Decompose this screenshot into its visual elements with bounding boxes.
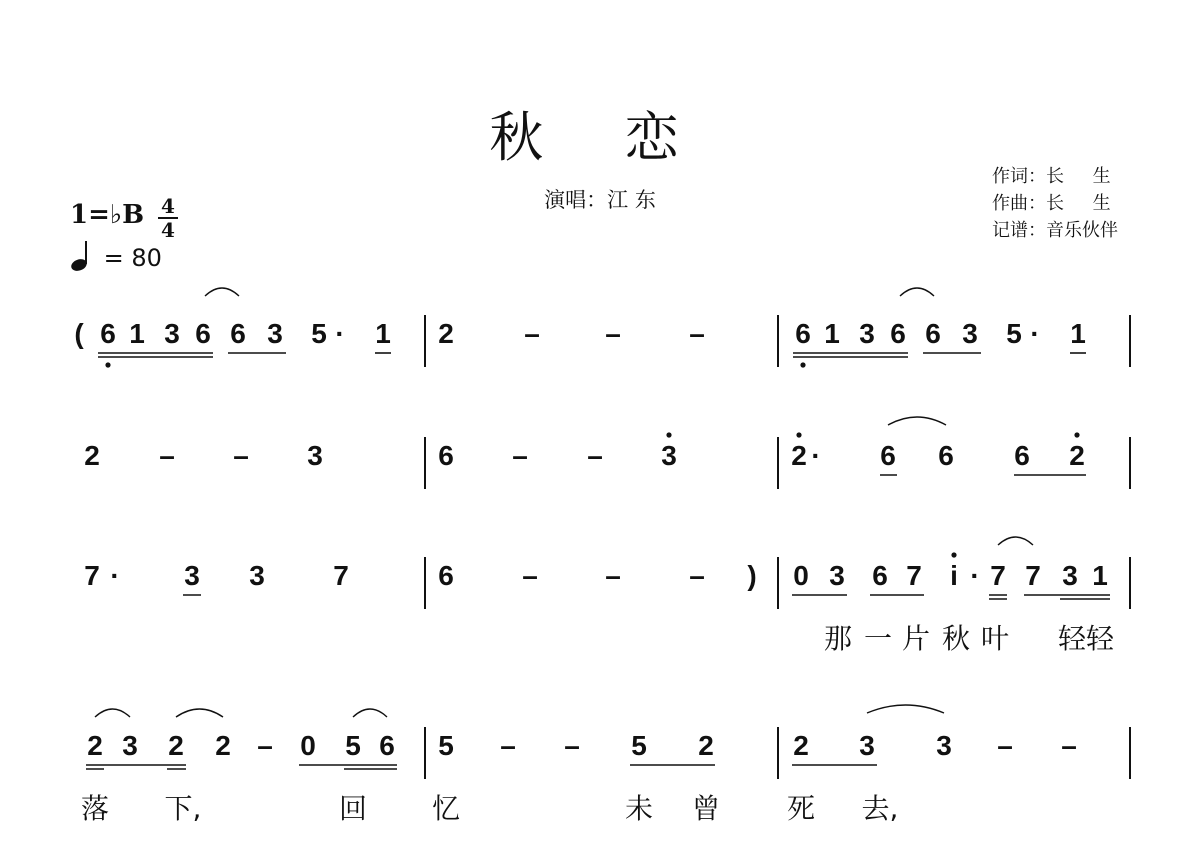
note: 3 xyxy=(184,560,200,591)
note: 3 xyxy=(962,318,978,349)
note: 3 xyxy=(661,440,677,471)
lyric-syllable: 那 xyxy=(823,622,853,655)
lyric-syllable: 叶 xyxy=(980,622,1010,655)
note: – xyxy=(522,560,538,591)
note: · xyxy=(335,318,345,349)
octave-dot-above xyxy=(951,552,956,557)
note: 3 xyxy=(1062,560,1078,591)
note: 6 xyxy=(938,440,954,471)
note: 6 xyxy=(872,560,888,591)
note: 7 xyxy=(84,560,100,591)
composer-credit: 作曲：长 生 xyxy=(992,193,1111,214)
note: 3 xyxy=(859,730,875,761)
lyric-syllable: 落 xyxy=(80,792,110,825)
note: 3 xyxy=(249,560,265,591)
note: 7 xyxy=(333,560,349,591)
note: 3 xyxy=(122,730,138,761)
note: i xyxy=(950,560,958,591)
note: 6 xyxy=(195,318,211,349)
lyric-syllable: 一 xyxy=(863,622,893,655)
note: 3 xyxy=(164,318,180,349)
note: 1 xyxy=(375,318,391,349)
time-signature-top: 4 xyxy=(161,194,175,218)
lyric-syllable: 秋 xyxy=(941,622,971,655)
note: 5 xyxy=(345,730,361,761)
note: – xyxy=(587,440,603,471)
lyric-syllable: 片 xyxy=(901,622,931,655)
tempo-value: = 80 xyxy=(103,244,162,272)
note: 6 xyxy=(438,440,454,471)
note: 6 xyxy=(795,318,811,349)
note: 5 xyxy=(1006,318,1022,349)
octave-dot-above xyxy=(1074,432,1079,437)
note: 7 xyxy=(990,560,1006,591)
lyric-syllable: 未 xyxy=(624,792,654,825)
note: 1 xyxy=(824,318,840,349)
note: 6 xyxy=(890,318,906,349)
note: – xyxy=(564,730,580,761)
octave-dot-below xyxy=(800,362,805,367)
slur-arc xyxy=(176,709,223,717)
lyric-syllable: 去, xyxy=(861,792,899,825)
slur-arc xyxy=(353,709,387,717)
note: – xyxy=(233,440,249,471)
lyric-syllable: 回 xyxy=(338,792,368,825)
song-title: 秋 恋 xyxy=(489,106,711,169)
note: – xyxy=(512,440,528,471)
note: 3 xyxy=(936,730,952,761)
open-parenthesis: ( xyxy=(74,318,84,349)
slur-arc xyxy=(888,417,946,425)
octave-dot-above xyxy=(666,432,671,437)
note: – xyxy=(689,318,705,349)
slur-arc xyxy=(95,709,130,717)
note: 0 xyxy=(793,560,809,591)
note: 2 xyxy=(698,730,714,761)
note: 3 xyxy=(307,440,323,471)
note: 2 xyxy=(84,440,100,471)
note: 7 xyxy=(1025,560,1041,591)
note: 7 xyxy=(906,560,922,591)
lyric-syllable: 忆 xyxy=(431,792,461,825)
note: – xyxy=(997,730,1013,761)
note: 3 xyxy=(859,318,875,349)
note: 2 xyxy=(791,440,807,471)
close-parenthesis: ) xyxy=(747,560,757,591)
slur-arc xyxy=(205,288,239,296)
note: 6 xyxy=(1014,440,1030,471)
note: 5 xyxy=(311,318,327,349)
note: – xyxy=(1061,730,1077,761)
note: 6 xyxy=(438,560,454,591)
note: 2 xyxy=(87,730,103,761)
note: – xyxy=(605,560,621,591)
note: · xyxy=(110,560,120,591)
note: 3 xyxy=(267,318,283,349)
note: 5 xyxy=(631,730,647,761)
note: 6 xyxy=(379,730,395,761)
lyric-syllable: 轻轻 xyxy=(1057,622,1115,655)
note: 6 xyxy=(925,318,941,349)
note: 1 xyxy=(1070,318,1086,349)
lyric-syllable: 曾 xyxy=(691,792,721,825)
note: 2 xyxy=(1069,440,1085,471)
note: 5 xyxy=(438,730,454,761)
lyric-syllable: 死 xyxy=(786,792,816,825)
note: 1 xyxy=(1092,560,1108,591)
octave-dot-below xyxy=(105,362,110,367)
note: – xyxy=(257,730,273,761)
slur-arc xyxy=(900,288,934,296)
transcriber-credit: 记谱：音乐伙伴 xyxy=(992,220,1118,241)
note: – xyxy=(500,730,516,761)
note: · xyxy=(811,440,821,471)
note: 6 xyxy=(230,318,246,349)
time-signature-bottom: 4 xyxy=(161,218,175,242)
note: 1 xyxy=(129,318,145,349)
octave-dot-above xyxy=(796,432,801,437)
note: 6 xyxy=(880,440,896,471)
note: · xyxy=(1030,318,1040,349)
note: 0 xyxy=(300,730,316,761)
note: 2 xyxy=(168,730,184,761)
singer-credit: 演唱：江 东 xyxy=(544,188,656,212)
slur-arc xyxy=(998,537,1033,545)
note: – xyxy=(524,318,540,349)
note: – xyxy=(159,440,175,471)
note: 3 xyxy=(829,560,845,591)
note: – xyxy=(689,560,705,591)
key-signature: 1=♭B xyxy=(70,200,145,230)
note: 2 xyxy=(793,730,809,761)
slur-arc xyxy=(867,705,944,713)
note: 6 xyxy=(100,318,116,349)
note: – xyxy=(605,318,621,349)
note: 2 xyxy=(438,318,454,349)
note: · xyxy=(970,560,980,591)
lyric-syllable: 下, xyxy=(164,792,202,825)
lyricist-credit: 作词：长 生 xyxy=(992,166,1111,187)
note: 2 xyxy=(215,730,231,761)
